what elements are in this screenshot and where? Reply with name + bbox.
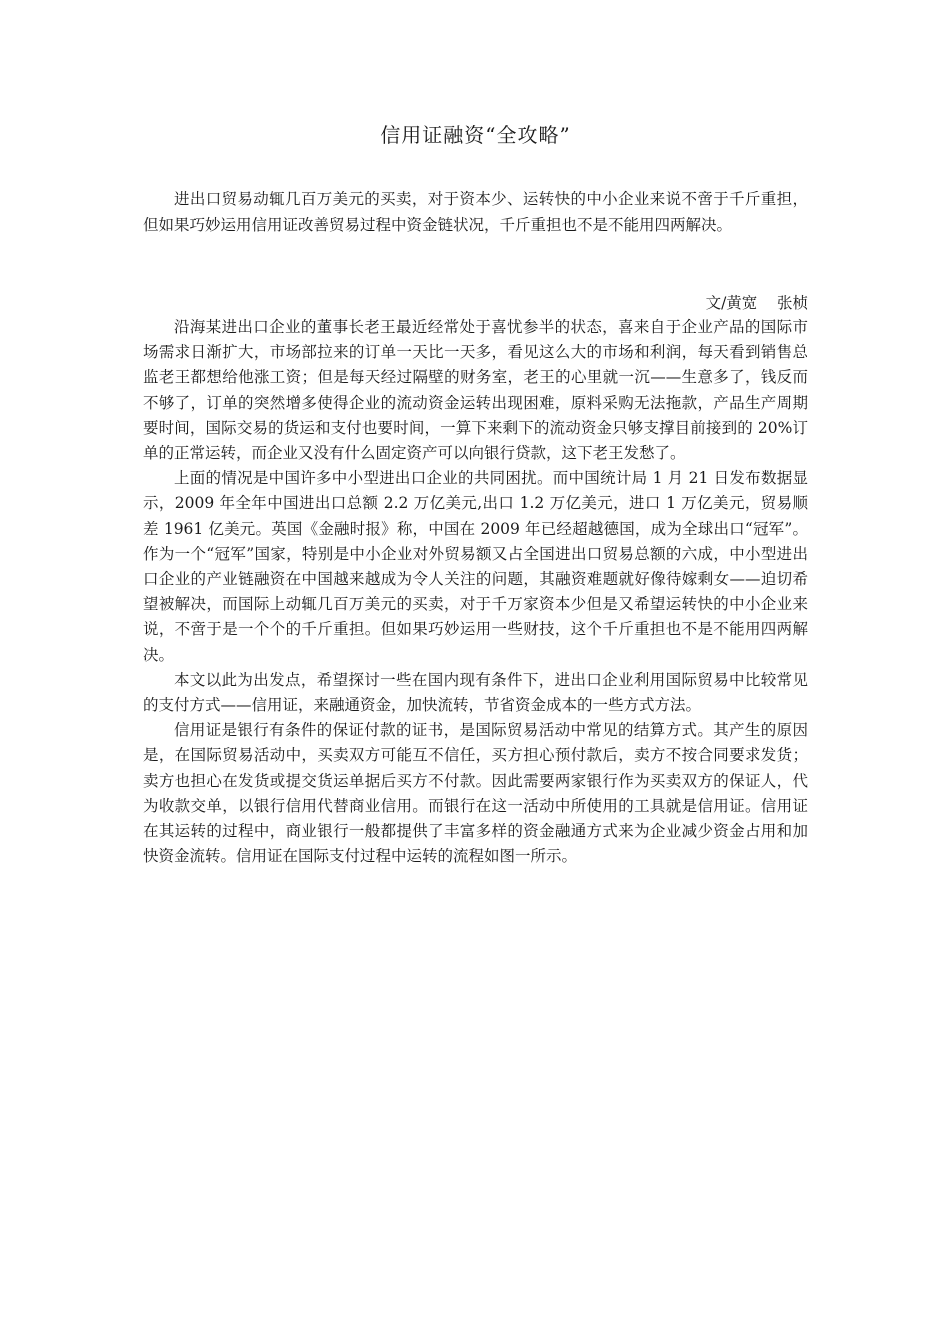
author-line: 文/黄宽 张桢: [705, 294, 808, 312]
article-title: 信用证融资“全攻略”: [380, 123, 571, 147]
body-paragraph: 本文以此为出发点，希望探讨一些在国内现有条件下，进出口企业利用国际贸易中比较常见的支付方式——信用证，来融通资金，加快流转，节省资金成本的一些方式方法。: [143, 670, 808, 715]
body-paragraph: 上面的情况是中国许多中小型进出口企业的共同困扰。而中国统计局 1 月 21 日发布数据显示，2009 年全年中国进出口总额 2.2 万亿美元,出口 1.2 万亿美元，进口 1 万亿美元，贸易顺差 1961 亿美元。英国《金融时报》称，中国在 2009 年已经超越德国，成为全球出口“冠军”。作为一个“冠军”国家，特别是中小企业对外贸易额又占全国进出口贸易总额的六成，中小型进出口企业的产业链融资在中国越来越成为令人关注的问题，其融资难题就好像待嫁剩女——迫切希望被解决，而国际上动辄几百万美元的买卖，对于千万家资本少但是又希望运转快的中小企业来说，不啻于是一个个的千斤重担。但如果巧妙运用一些财技，这个千斤重担也不是不能用四两解决。: [143, 469, 808, 664]
body-paragraph: 沿海某进出口企业的董事长老王最近经常处于喜忧参半的状态，喜来自于企业产品的国际市场需求日渐扩大，市场部拉来的订单一天比一天多，看见这么大的市场和利润，每天看到销售总监老王都想给他涨工资；但是每天经过隔壁的财务室，老王的心里就一沉——生意多了，钱反而不够了，订单的突然增多使得企业的流动资金运转出现困难，原料采购无法拖款，产品生产周期要时间，国际交易的货运和支付也要时间，一算下来剩下的流动资金只够支撑目前接到的 20%订单的正常运转，而企业又没有什么固定资产可以向银行贷款，这下老王发愁了。: [143, 318, 808, 463]
article-intro: 进出口贸易动辄几百万美元的买卖，对于资本少、运转快的中小企业来说不啻于千斤重担，但如果巧妙运用信用证改善贸易过程中资金链状况，千斤重担也不是不能用四两解决。: [143, 190, 808, 234]
body-paragraph: 信用证是银行有条件的保证付款的证书，是国际贸易活动中常见的结算方式。其产生的原因是，在国际贸易活动中，买卖双方可能互不信任，买方担心预付款后，卖方不按合同要求发货；卖方也担心在发货或提交货运单据后买方不付款。因此需要两家银行作为买卖双方的保证人，代为收款交单，以银行信用代替商业信用。而银行在这一活动中所使用的工具就是信用证。信用证在其运转的过程中，商业银行一般都提供了丰富多样的资金融通方式来为企业减少资金占用和加快资金流转。信用证在国际支付过程中运转的流程如图一所示。: [143, 721, 808, 866]
article-body: [143, 315, 808, 869]
